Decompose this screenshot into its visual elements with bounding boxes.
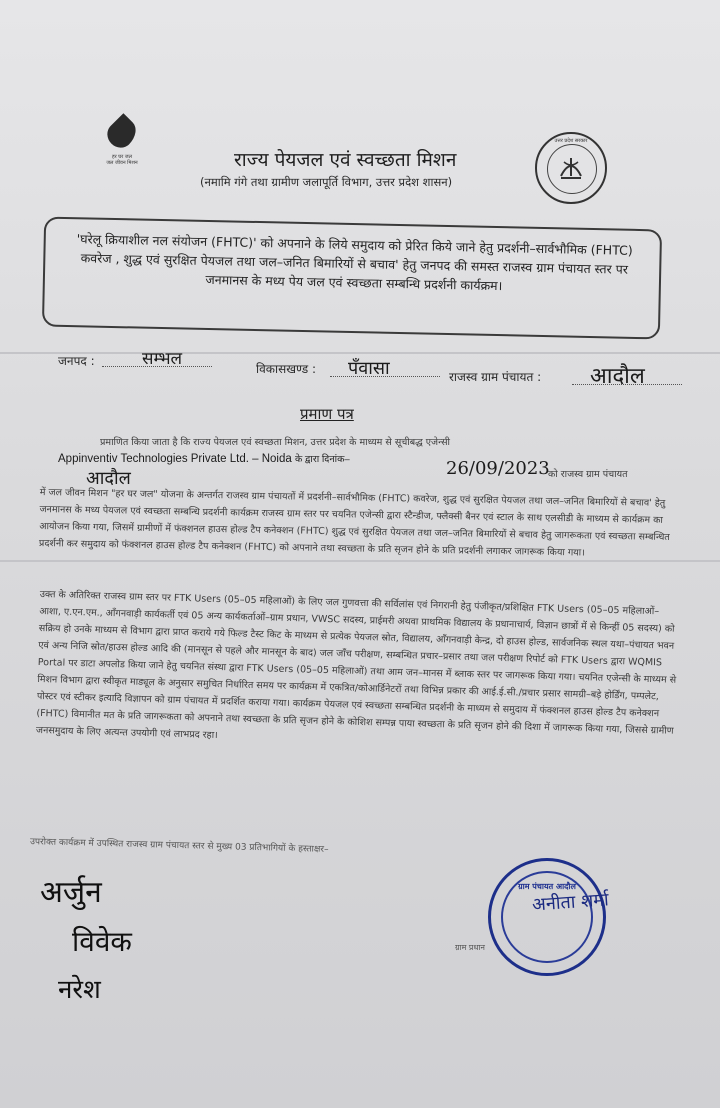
participant-signature-3: नरेश: [58, 975, 101, 1005]
participant-signature-2: विवेक: [72, 925, 132, 958]
har-ghar-jal-logo: [100, 118, 144, 166]
logo-caption: हर घर जल जल जीवन मिशन: [106, 154, 138, 166]
program-heading: 'घरेलू क्रियाशील नल संयोजन (FHTC)' को अपनाने के लिये समुदाय को प्रेरित किये जाने हेतु प्रदर्शनी–सार्वभौमिक (FHTC) कवरेज , शुद्ध एवं सुरक्षित पेयजल तथा जल–जनित बिमारियों से बचाव' हेतु जनपद की समस्त राजस्व ग्राम पंचायत स्तर पर जनमानस के मध्य पेय जल एवं स्वच्छता सम्बन्धि प्रदर्शनी कार्यक्रम।: [76, 231, 633, 294]
village-name-handwritten: आदौल: [86, 468, 131, 489]
district-value: सम्भल: [142, 349, 183, 369]
gram-panchayat-label: राजस्व ग्राम पंचायत :: [449, 370, 542, 384]
body-paragraph-2: उक्त के अतिरिक्त राजस्व ग्राम स्तर पर FTK Users (05–05 महिलाओं) के लिए जल गुणवत्ता की सर्विलांस एवं निगरानी हेतु पंजीकृत/प्रशिक्षित FTK Users (05–05 महिलाओं–आशा, ए.एन.एम., आँगनवाड़ी कार्यकर्ती एवं 05 अन्य कार्यकर्ताओं–ग्राम प्रधान, VWSC सदस्य, प्राईमरी अथवा प्राथमिक विद्यालय के प्रधानाचार्य, विज्ञान छात्रों में से किन्हीं 05 सदस्य) को सक्रिय हो उनके माध्यम से विभाग द्वारा प्राप्त कराये गये फिल्ड टैस्ट किट के माध्यम से प्रत्येक पेयजल स्रोत, विद्यालय, आँगनवाड़ी केन्द्र, दो हाउस होल्ड, सार्वजनिक स्थल यथा–पंचायत भवन एवं अन्य निजि स्रोत/हाउस होल्ड आदि की (मानसून से पहले और मानसून के बाद) जल जाँच परीक्षण, सम्बन्धित प्रचार–प्रसार तथा जल परीक्षण रिपोर्ट को FTK Users द्वारा WQMIS Portal पर डाटा अपलोड किया जाने हेतु चयनित संस्था द्वारा FTK Users (05–05 महिलाओं) तथा आम जन–मानस में ब्लाक स्तर पर जागरूक किया गया। चयनित एजेन्सी के माध्यम से मिशन विभाग द्वारा स्वीकृत माड्यूल के अनुसार समुचित निर्धारित समय पर कार्यक्रम में एकत्रित/कोआर्डिनेटरों तथा विभिन्न प्रकार की आई.ई.सी./प्रचार प्रसार सामग्री–बड़े होर्डिंग, पम्पलेट, पोस्टर एवं स्टीकर इत्यादि विज्ञापन को ग्राम पंचायत में प्रदर्शित कराया गया। कार्यक्रम पेयजल एवं स्वच्छता सम्बन्धित प्रदर्शनी के माध्यम से समुदाय में फंक्शनल हाउस होल्ड टैप कनेक्शन (FHTC) विमानीत मत के प्रति जागरूकता को अपनाने तथा स्वच्छता के प्रति सृजन होने के कोशिश सम्पन्न पाया स्वच्छता के प्रति सृजन होने की दिशा में जागरूक किया गया, जिससे ग्रामीण जनसमुदाय के लिए अत्यन्त उपयोगी एवं लाभप्रद रहा।: [35, 588, 677, 742]
body-paragraph-1: में जल जीवन मिशन "हर घर जल" योजना के अन्तर्गत राजस्व ग्राम पंचायतों में प्रदर्शनी–सार्वभौमिक (FHTC) कवरेज, शुद्ध एवं सुरक्षित पेयजल तथा जल–जनित बिमारियों से बचाव' हेतु जनमानस के मध्य पेयजल एवं स्वच्छता सम्बन्धि प्रदर्शनी कार्यक्रम राजस्व ग्राम स्तर पर चयनित एजेन्सी द्वारा स्टैन्डीज, फ्लैक्सी बैनर एवं स्टाल के साथ एलसीडी के माध्यम से कार्यक्रम का आयोजन किया गया, जिसमें ग्रामीणों में फंक्शनल हाउस होल्ड टैप कनेक्शन (FHTC) शुद्ध एवं सुरक्षित पेयजल तथा जल–जनित बिमारियों से बचाव हेतु जागरूकता एवं स्वच्छता सम्बन्धित प्रदर्शनी कर समुदाय को फंक्शनल हाउस होल्ड टैप कनेक्शन (FHTC) को अपनाने तथा स्वच्छता के प्रति सृजन होने के प्रति प्रदर्शनी लगाकर जागरूक किया गया।: [38, 486, 670, 559]
agency-name: [58, 452, 350, 465]
gram-panchayat-value: आदौल: [590, 364, 645, 389]
block-label: विकासखण्ड :: [256, 362, 317, 376]
district-label: जनपद :: [58, 354, 95, 368]
mission-subtitle: (नमामि गंगे तथा ग्रामीण जलापूर्ति विभाग, उत्तर प्रदेश शासन): [200, 175, 453, 189]
block-value: पँवासा: [348, 358, 390, 379]
event-date: 26/09/2023: [446, 458, 550, 479]
participant-signature-1: अर्जुन: [40, 875, 102, 910]
emblem-icon: [557, 154, 585, 180]
water-drop-icon: [102, 113, 142, 153]
program-heading-box: [42, 217, 662, 340]
certificate-title: प्रमाण पत्र: [300, 405, 354, 423]
company-suffix: के द्वारा दिनांक–: [294, 454, 350, 465]
pradhan-signature: अनीता शर्मा: [531, 889, 610, 916]
company-name: Appinventiv Technologies Private Ltd. – Noida: [58, 453, 292, 465]
body-line-1: प्रमाणित किया जाता है कि राज्य पेयजल एवं स्वच्छता मिशन, उत्तर प्रदेश के माध्यम से सूचीबद्ध एजेन्सी: [100, 437, 451, 448]
up-government-seal: [535, 132, 607, 204]
body-line-1-end: को राजस्व ग्राम पंचायत: [548, 469, 628, 480]
gram-panchayat-stamp: [488, 858, 606, 976]
mission-title: राज्य पेयजल एवं स्वच्छता मिशन: [234, 149, 457, 171]
pradhan-label: ग्राम प्रधान: [455, 943, 485, 952]
stamp-text: ग्राम पंचायत आदौल: [518, 882, 576, 891]
paper-fold: [0, 352, 720, 354]
seal-text: उत्तर प्रदेश सरकार: [554, 138, 588, 144]
participants-note: उपरोक्त कार्यक्रम में उपस्थित राजस्व ग्राम पंचायत स्तर से मुख्य 03 प्रतिभागियों के हस्ताक्षर–: [29, 837, 329, 855]
